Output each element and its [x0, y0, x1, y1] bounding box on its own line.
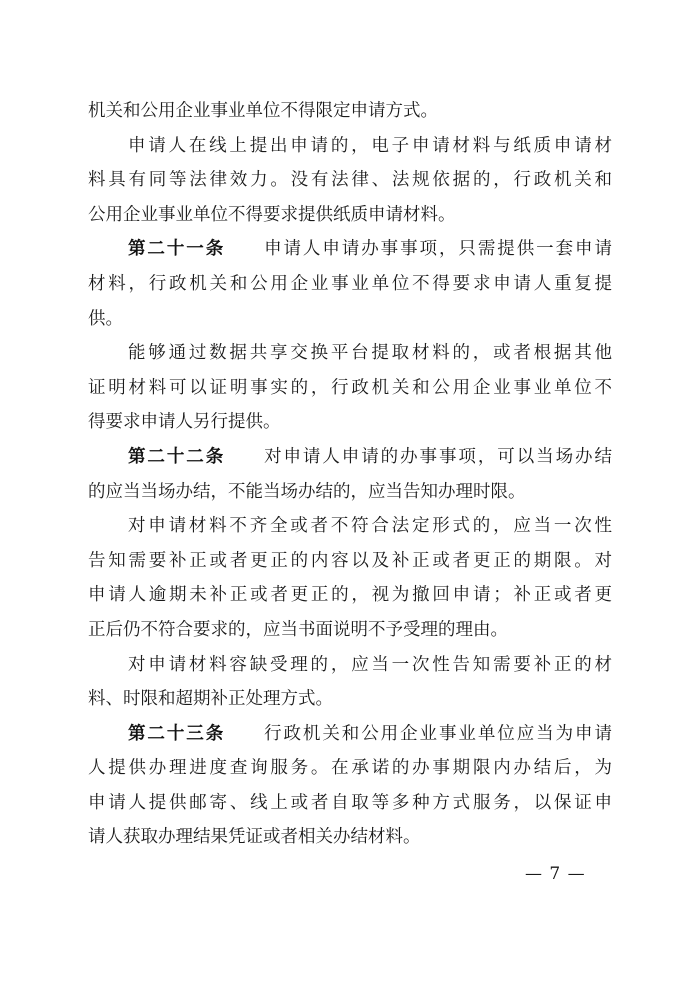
article-21-heading: 第二十一条: [128, 239, 226, 260]
text-line: 证明材料可以证明事实的，行政机关和公用企业事业单位不: [88, 377, 612, 398]
text-line: 申请人申请办事事项，只需提供一套申请: [264, 239, 612, 260]
text-line: 材料，行政机关和公用企业事业单位不得要求申请人重复提: [88, 273, 612, 294]
text-line: 正后仍不符合要求的，应当书面说明不予受理的理由。: [88, 619, 508, 640]
article-23-line: [88, 717, 612, 752]
text-line: 申请人在线上提出申请的，电子申请材料与纸质申请材: [128, 135, 612, 156]
text-line: 公用企业事业单位不得要求提供纸质申请材料。: [88, 204, 456, 225]
text-line: 供。: [88, 308, 123, 329]
text-line: 对申请人申请的办事事项，可以当场办结: [264, 446, 612, 467]
text-line: 请人获取办理结果凭证或者相关办结材料。: [88, 827, 421, 848]
article-21-line: [88, 232, 612, 267]
text-line: 机关和公用企业事业单位不得限定申请方式。: [88, 101, 438, 121]
article-23-gap: [225, 724, 264, 744]
article-22-line: [88, 440, 612, 475]
text-line: 行政机关和公用企业事业单位应当为申请: [264, 723, 612, 744]
text-line: 人提供办理进度查询服务。在承诺的办事期限内办结后，为: [88, 758, 612, 779]
text-line: 申请人提供邮寄、线上或者自取等多种方式服务，以保证申: [88, 792, 612, 813]
article-21-gap: [225, 239, 264, 259]
text-line: 能够通过数据共享交换平台提取材料的，或者根据其他: [128, 343, 612, 364]
document-body: [88, 94, 612, 855]
text-line: 对申请材料容缺受理的，应当一次性告知需要补正的材: [128, 654, 612, 675]
article-23-heading: 第二十三条: [128, 723, 226, 744]
text-line: 的应当当场办结，不能当场办结的，应当告知办理时限。: [88, 481, 526, 502]
text-line: 料、时限和超期补正处理方式。: [88, 689, 333, 710]
text-line: 得要求申请人另行提供。: [88, 412, 281, 433]
article-22-gap: [225, 447, 264, 467]
text-line: 料具有同等法律效力。没有法律、法规依据的，行政机关和: [88, 170, 612, 191]
text-line: 对申请材料不齐全或者不符合法定形式的，应当一次性: [128, 516, 612, 537]
page-number: — 7 —: [525, 864, 586, 884]
text-line: 告知需要补正或者更正的内容以及补正或者更正的期限。对: [88, 550, 612, 571]
article-22-heading: 第二十二条: [128, 446, 226, 467]
text-line: 申请人逾期未补正或者更正的，视为撤回申请；补正或者更: [88, 585, 612, 606]
